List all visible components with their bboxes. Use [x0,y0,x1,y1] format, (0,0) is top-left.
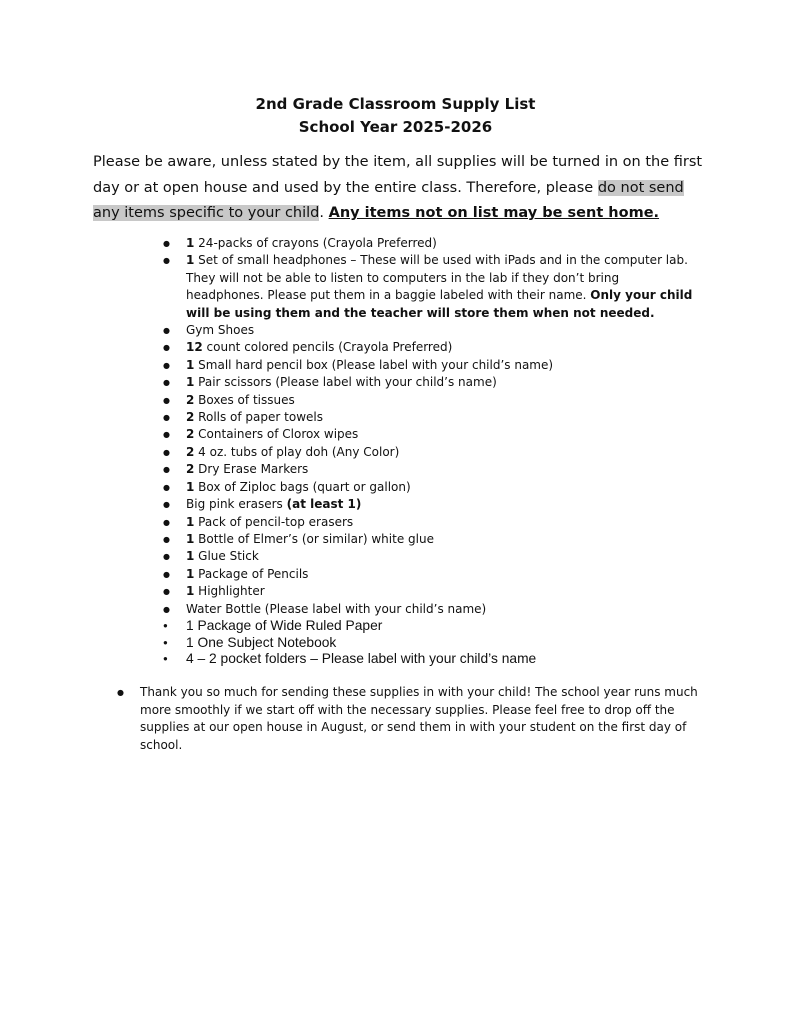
item-description: 24-packs of crayons (Crayola Preferred) [194,236,437,250]
closing-text: Thank you so much for sending these supplies in with your child! The school year runs much more smoothly if we start off with the necessary supplies. Please feel free to drop off the supplies at our open house in August, or send them in with your student on the first day of school. [140,685,698,752]
item-description: Boxes of tissues [194,392,295,407]
list-item [160,444,700,461]
item-description: 4 – 2 pocket folders – Please label with your child’s name [186,651,537,667]
list-item [160,566,700,583]
item-description: Big pink erasers [186,497,287,512]
intro-paragraph [93,150,705,227]
item-description: Rolls of paper towels [194,410,323,425]
item-quantity: 2 [186,427,195,442]
item-description: Glue Stick [194,549,259,564]
item-description: Containers of Clorox wipes [194,427,359,442]
item-description: 4 oz. tubs of play doh (Any Color) [194,444,400,459]
list-item [160,357,700,374]
item-description: 1 Package of Wide Ruled Paper [186,617,383,633]
item-quantity: 1 [186,479,195,494]
item-quantity: 2 [186,462,195,477]
list-item [160,601,700,618]
list-item [160,374,700,391]
list-item [160,496,700,513]
item-description: Highlighter [194,584,265,599]
item-quantity: 12 [186,340,203,355]
list-item [160,426,700,443]
item-quantity: 1 [186,357,195,372]
list-item [160,635,700,652]
list-item [160,583,700,600]
list-item [160,339,700,356]
item-quantity: 1 [186,584,195,599]
item-quantity: 1 [186,253,195,268]
item-description: Set of small headphones – These will be used with iPads and in the computer lab. They will not be able to listen to computers in the lab if they don’t bring headphones. Please put them in a baggie labeled with their name. [186,253,688,303]
list-item [160,252,700,322]
intro-highlight: do not send any items specific to your child [93,179,684,221]
item-note: Only your child will be using them and the teacher will store them when not needed. [186,288,693,320]
item-quantity: 2 [186,410,195,425]
item-description: Pack of pencil-top erasers [194,514,354,529]
item-quantity: 1 [186,375,195,390]
list-item [160,548,700,565]
intro-period: . [319,205,329,221]
item-description: Package of Pencils [194,566,309,581]
list-item [160,409,700,426]
list-item [160,479,700,496]
item-quantity: 1 [186,514,195,529]
page-title: 2nd Grade Classroom Supply List [255,95,536,113]
item-quantity: 1 [186,531,195,546]
item-quantity: 1 [186,566,195,581]
list-item [160,514,700,531]
item-description: 1 One Subject Notebook [186,634,337,650]
page-subtitle: School Year 2025-2026 [298,118,493,136]
list-item [160,618,700,635]
intro-text: Please be aware, unless stated by the item, all supplies will be turned in on the first day or at open house and used by the entire class. Therefore, please [93,154,703,196]
item-quantity: 1 [186,236,195,250]
item-description: Water Bottle (Please label with your child’s name) [186,601,487,616]
list-item [160,235,700,252]
supply-list [160,235,700,668]
item-description: Small hard pencil box (Please label with your child’s name) [194,357,554,372]
closing-note [115,684,720,754]
item-description: Pair scissors (Please label with your child’s name) [194,375,497,390]
list-item [160,392,700,409]
item-description: Box of Ziploc bags (quart or gallon) [194,479,411,494]
intro-warning: Any items not on list may be sent home. [328,205,660,221]
item-description: count colored pencils (Crayola Preferred) [202,340,453,355]
item-description: Dry Erase Markers [194,462,309,477]
item-quantity: 2 [186,392,195,407]
item-note: (at least 1) [286,497,362,512]
list-item [160,531,700,548]
item-description: Gym Shoes [186,323,255,338]
item-quantity: 2 [186,444,195,459]
item-quantity: 1 [186,549,195,564]
list-item [160,461,700,478]
list-item [160,322,700,339]
list-item [160,651,700,668]
item-description: Bottle of Elmer’s (or similar) white glue [194,531,434,546]
